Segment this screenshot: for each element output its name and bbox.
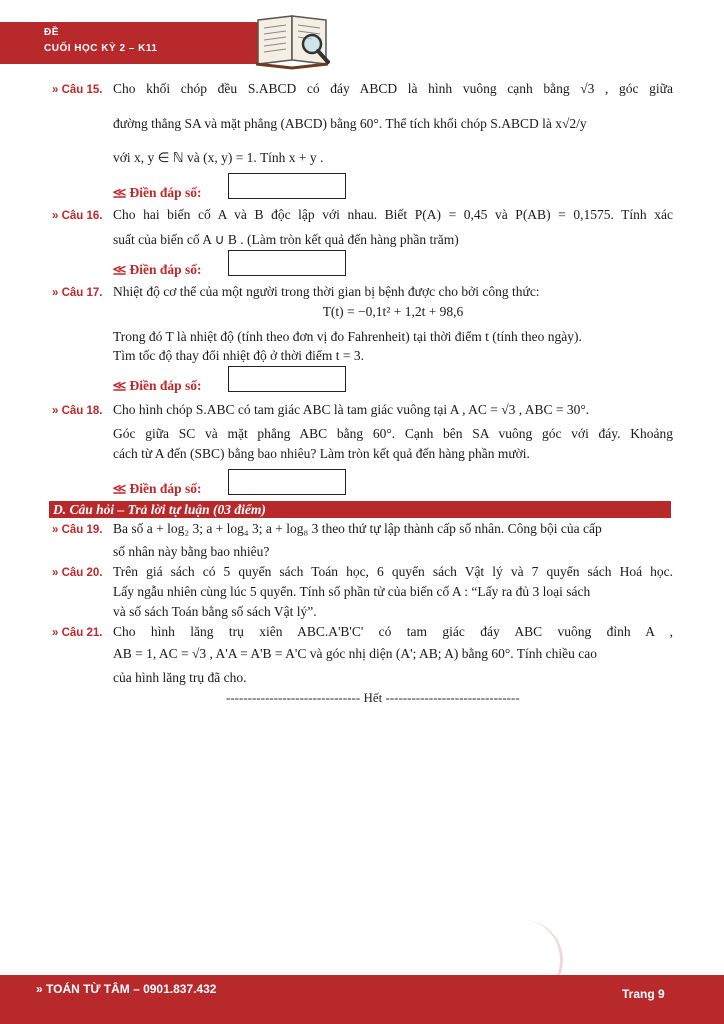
question-18-line-2: Góc giữa SC và mặt phẳng ABC bằng 60°. Cạnh bên SA vuông góc với đáy. Khoảng	[113, 426, 673, 441]
question-16-fill-label: ⪣ Điền đáp số:	[113, 262, 202, 277]
end-marker: ------------------------------- Hết -------------------------------	[226, 690, 520, 705]
question-15-answer-box[interactable]	[228, 173, 346, 199]
fill-label-text: Điền đáp số:	[129, 185, 202, 200]
question-17-fill-label: ⪣ Điền đáp số:	[113, 378, 202, 393]
question-16-line-2: suất của biến cố A ∪ B . (Làm tròn kết quả đến hàng phần trăm)	[113, 232, 459, 247]
footer-brand: » TOÁN TỪ TÂM – 0901.837.432	[36, 982, 217, 996]
question-18-line-1: Cho hình chóp S.ABC có tam giác ABC là tam giác vuông tại A , AC = √3 , ABC = 30°.	[113, 402, 590, 417]
question-17-line-1: Nhiệt độ cơ thể của một người trong thời gian bị bệnh được cho bởi công thức:	[113, 284, 540, 299]
question-20-label: » Câu 20.	[52, 567, 103, 579]
header-subtitle: CUỐI HỌC KỲ 2 – K11	[44, 43, 158, 54]
question-18-fill-label: ⪣ Điền đáp số:	[113, 481, 202, 496]
question-15-line-3: với x, y ∈ ℕ và (x, y) = 1. Tính x + y .	[113, 150, 324, 165]
question-15-label: » Câu 15.	[52, 84, 103, 96]
question-15-line-2: đường thẳng SA và mặt phẳng (ABCD) bằng 60°. Thể tích khối chóp S.ABCD là x√2/y	[113, 116, 587, 131]
question-17-formula: T(t) = −0,1t² + 1,2t + 98,6	[322, 304, 464, 319]
section-d-title: D. Câu hỏi – Trả lời tự luận (03 điểm)	[49, 501, 671, 518]
question-21-line-1: Cho hình lăng trụ xiên ABC.A'B'C' có tam giác đáy ABC vuông đỉnh A ,	[113, 624, 673, 639]
question-17-label: » Câu 17.	[52, 287, 103, 299]
fill-label-text: Điền đáp số:	[129, 378, 202, 393]
question-15-fill-label: ⪣ Điền đáp số:	[113, 185, 202, 200]
fill-label-text: Điền đáp số:	[129, 262, 202, 277]
question-18-answer-box[interactable]	[228, 469, 346, 495]
question-17-answer-box[interactable]	[228, 366, 346, 392]
question-20-line-2: Lấy ngẫu nhiên cùng lúc 5 quyển. Tính số phần tử của biến cố A : “Lấy ra đủ 3 loại sách	[113, 584, 591, 599]
question-20-line-1: Trên giá sách có 5 quyển sách Toán học, 6 quyển sách Vật lý và 7 quyển sách Hoá học.	[113, 564, 673, 579]
page-number: Trang 9	[622, 987, 665, 1001]
question-21-label: » Câu 21.	[52, 627, 103, 639]
question-19-label: » Câu 19.	[52, 524, 103, 536]
question-16-answer-box[interactable]	[228, 250, 346, 276]
question-20-line-3: và số sách Toán bằng số sách Vật lý”.	[113, 604, 317, 619]
question-17-line-4: Tìm tốc độ thay đổi nhiệt độ ở thời điểm t = 3.	[113, 348, 364, 363]
header-title-de: ĐỀ	[44, 27, 59, 38]
fill-label-text: Điền đáp số:	[129, 481, 202, 496]
question-21-line-2: AB = 1, AC = √3 , A'A = A'B = A'C và góc nhị diện (A'; AB; A) bằng 60°. Tính chiều cao	[113, 646, 597, 661]
question-21-line-3: của hình lăng trụ đã cho.	[113, 670, 247, 685]
question-15-line-1: Cho khối chóp đều S.ABCD có đáy ABCD là hình vuông cạnh bằng √3 , góc giữa	[113, 81, 673, 96]
book-magnifier-icon	[252, 6, 336, 70]
question-17-line-3: Trong đó T là nhiệt độ (tính theo đơn vị đo Fahrenheit) tại thời điểm t (tính theo ngày).	[113, 329, 582, 344]
question-16-line-1: Cho hai biến cố A và B độc lập với nhau. Biết P(A) = 0,45 và P(AB) = 0,1575. Tính xác	[113, 207, 673, 222]
question-19-line-1: Ba số a + log₂ 3; a + log₄ 3; a + log₈ 3 theo thứ tự lập thành cấp số nhân. Công bội của cấp	[113, 521, 602, 536]
question-18-label: » Câu 18.	[52, 405, 103, 417]
question-19-line-2: số nhân này bằng bao nhiêu?	[113, 544, 270, 559]
question-16-label: » Câu 16.	[52, 210, 103, 222]
question-18-line-3: cách từ A đến (SBC) bằng bao nhiêu? Làm tròn kết quả đến hàng phần mười.	[113, 446, 530, 461]
